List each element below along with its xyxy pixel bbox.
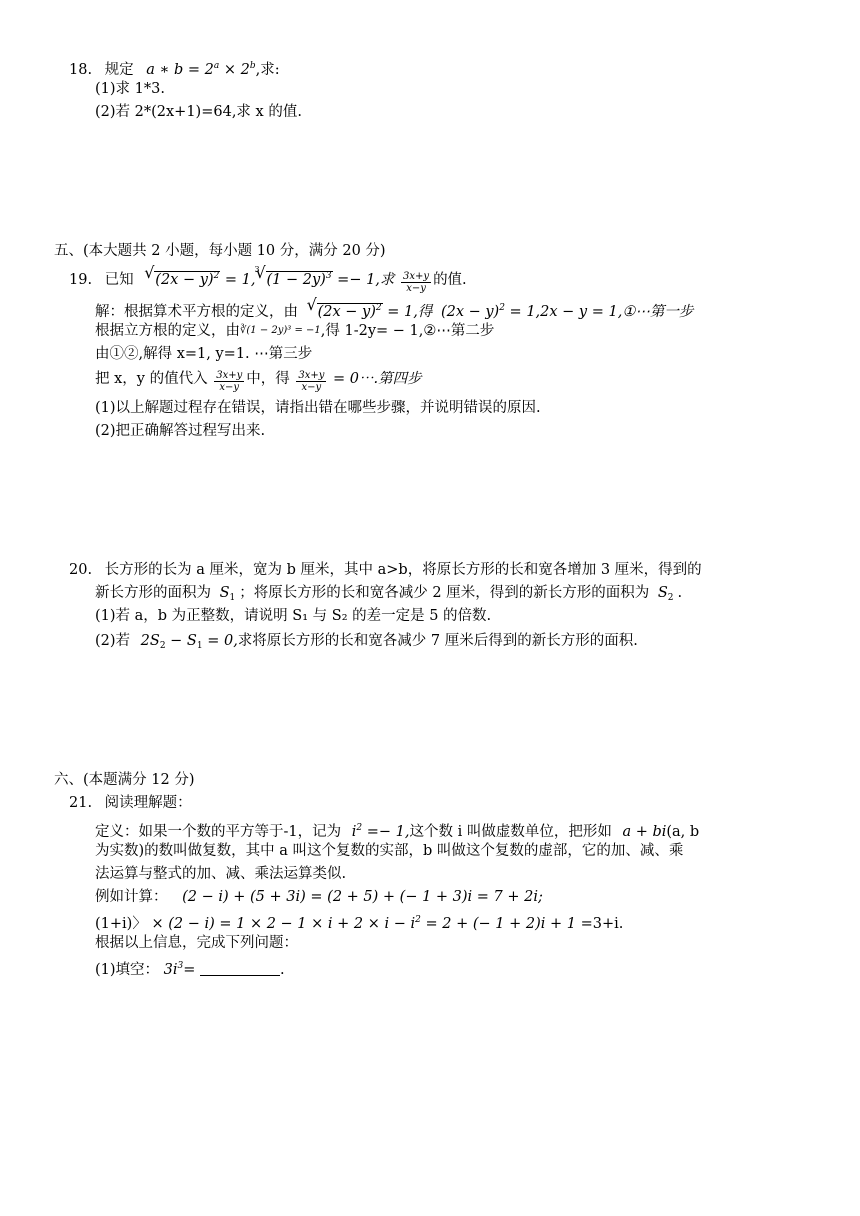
q18-part2: (2)若 2*(2x+1)=64,求 x 的值.	[95, 104, 302, 120]
q20-line2: 新长方形的面积为 $S_1$ ；将原长方形的长和宽各减少 2 厘米，得到的新长方形的面积为 $S_2$ .	[95, 585, 683, 603]
q18-stem-end: ,求:	[255, 62, 280, 78]
q19-stem	[69, 266, 467, 294]
q21-part1: (1)填空： $3i^3=$ .	[95, 961, 285, 978]
q21-line3: 法运算与整式的加、减、乘法运算类似.	[95, 866, 347, 882]
q18-number: 18.	[69, 62, 93, 78]
section-6-heading: 六、(本题满分 12 分)	[54, 772, 195, 788]
answer-blank[interactable]	[200, 961, 280, 976]
q20-number: 20.	[69, 562, 93, 578]
q19-cube-root-small: ∛(1 − 2y)³ = −1	[240, 325, 321, 336]
q21-example2: (1+i)〉 × $(2 - i) = 1 \times 2 - 1 \times i + 2 \times i - i^2 = 2$ + (− 1 + 2)i + 1 =3+i.	[95, 915, 624, 932]
q19-solution-line4: 把 x，y 的值代入 $\frac{3x+y}{x-y}$ 中，得 $\frac{3x+y}{x-y}$ = 0⋯.第四步	[95, 370, 422, 393]
q21-line1: 定义：如果一个数的平方等于-1，记为 $i^2 =- 1$,这个数 i 叫做虚数单位，把形如 a + bi(a, b	[95, 823, 700, 840]
q20-part1: (1)若 a，b 为正整数，请说明 S₁ 与 S₂ 的差一定是 5 的倍数.	[95, 608, 492, 624]
q19-part1: (1)以上解题过程存在错误，请指出错在哪些步骤，并说明错误的原因.	[95, 400, 541, 416]
q21-example1: 例如计算： (2 − i) + (5 + 3i) = (2 + 5) + (− 1 + 3)i = 7 + 2i;	[95, 889, 543, 905]
q19-solution-line2: 根据立方根的定义，由∛(1 − 2y)³ = −1,得 1-2y= − 1,②⋯第二步	[95, 323, 495, 339]
q19-number: 19.	[69, 272, 93, 288]
q18-formula: a ∗ $b = 2^a \times 2^b$	[146, 61, 256, 78]
q19-solution-line1: 解：根据算术平方根的定义，由 √ $(2x - y)^2 = 1$,得 $(2x - y)^2 = 1,2x - y$ = 1,①⋯第一步	[95, 298, 693, 322]
q21-line2: 为实数)的数叫做复数，其中 a 叫这个复数的实部，b 叫做这个复数的虚部，它的加、减、乘	[95, 843, 684, 859]
q18-stem-text: 规定	[104, 62, 134, 78]
q21-line6: 根据以上信息，完成下列问题：	[95, 935, 298, 951]
q19-part2: (2)把正确解答过程写出来.	[95, 423, 266, 439]
q19-conditions: √ $(2x - y)^2 = 1$, √ 3 $(1 - 2y)^3 =- 1$,求 $\frac{3x+y}{x-y}$	[144, 272, 433, 288]
q19-solution-line3: 由①②,解得 x=1, y=1. ⋯第三步	[95, 346, 313, 362]
q21-number: 21.	[69, 795, 93, 811]
q20-line1: 20. 长方形的长为 a 厘米，宽为 b 厘米，其中 a>b，将原长方形的长和宽各增加 3 厘米，得到的	[69, 562, 702, 578]
q21-title: 21. 阅读理解题：	[69, 795, 192, 811]
q18-stem	[69, 56, 280, 80]
section-5-heading: 五、(本大题共 2 小题，每小题 10 分，满分 20 分)	[54, 243, 386, 259]
q18-part1: (1)求 1*3.	[95, 81, 165, 97]
q19-stem-text: 已知	[104, 272, 134, 288]
q20-part2: (2)若 $2S_2 - S_1 = 0$,求将原长方形的长和宽各减少 7 厘米后得到的新长方形的面积.	[95, 633, 638, 651]
q19-stem-end: 的值.	[433, 272, 467, 288]
